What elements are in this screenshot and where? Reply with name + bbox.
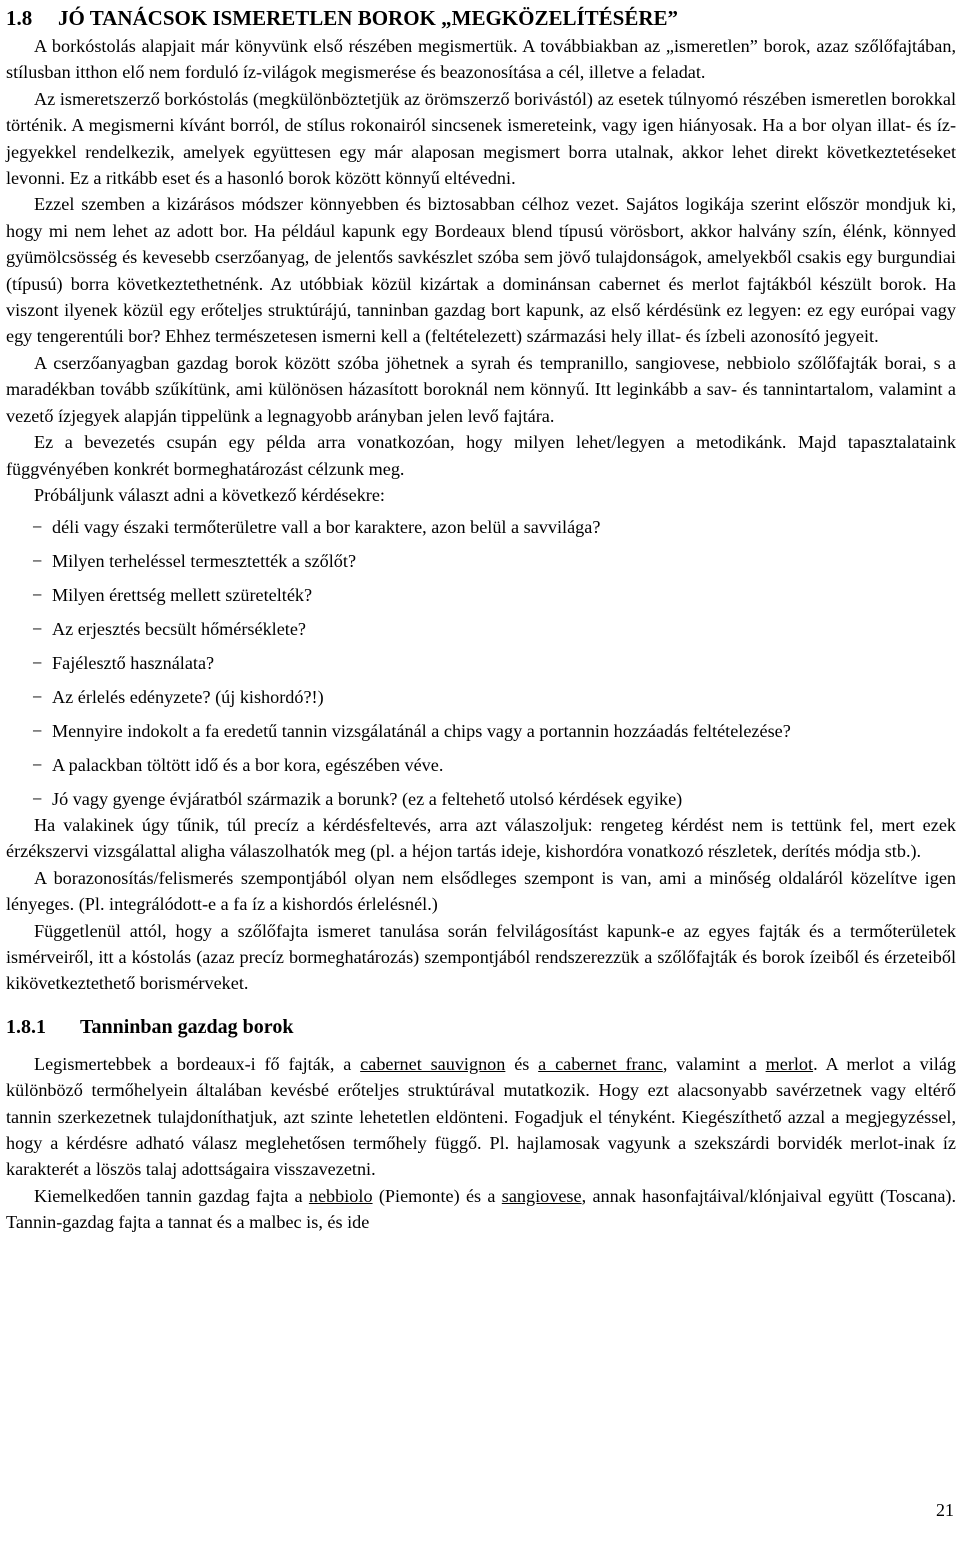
list-item (6, 514, 956, 540)
paragraph (6, 1051, 956, 1183)
dash-bullet: − (32, 517, 43, 538)
grape-link-nebbiolo[interactable]: nebbiolo (308, 1185, 373, 1206)
list-item-text: Mennyire indokolt a fa eredetű tannin vizsgálatánál a chips vagy a portannin hozzáadás feltételezése? (52, 720, 791, 741)
paragraph: Ez a bevezetés csupán egy példa arra vonatkozóan, hogy milyen lehet/legyen a metodikánk. Majd tapasztalataink függvényében konkrét bormeghatározást célzunk meg. (6, 432, 956, 479)
list-item (6, 582, 956, 608)
paragraph: Ha valakinek úgy tűnik, túl precíz a kérdésfeltevés, arra azt válaszoljuk: rengeteg kérdést nem is tettünk fel, mert ezek érzékszervi vizsgálattal aligha válaszolhatók meg (pl. a héjon tartás ideje, kishordóra vonatkozó részletek, derítés módja stb.). (6, 814, 956, 862)
list-item-text: Fajélesztő használata? (52, 652, 215, 673)
list-item (6, 684, 956, 710)
subsection-number: 1.8.1 (6, 1015, 46, 1038)
text-run: és (505, 1053, 539, 1074)
paragraph: Ezzel szemben a kizárásos módszer könnyebben és biztosabban célhoz vezet. Sajátos logikája szerint először mondjuk ki, hogy mi nem lehet az adott bor. Ha például kapunk egy Bordeaux blend típusú vörösbort, akkor halvány szín, élénk, könnyed gyümölcsösség és kevesebb cserzőanyag, de jelentős savkészlet szóba sem jövő tulajdonságok, amelyekből csakis egy burgundiai (típusú) borra következtethetnénk. Az utóbbiak közül kizártak a dominánsan cabernet és merlot fajtákból készült borok. Ha viszont ilyenek közül egy erőteljes struktúrájú, tanninban gazdag bort kapunk, az első kérdésünk ez legyen: ez egy európai vagy egy tengerentúli bor? Ehhez természetesen ismerni kell a (feltételezett) származási hely illat- és ízbeli azonosító jegyeit. (6, 194, 956, 347)
section-heading (6, 0, 956, 33)
question-list (6, 514, 956, 812)
subsection-heading (6, 1013, 956, 1041)
list-item (6, 752, 956, 778)
list-item-text: déli vagy északi termőterületre vall a bor karaktere, azon belül a savvilága? (52, 517, 601, 538)
paragraph: A borazonosítás/felismerés szempontjából olyan nem elsődleges szempont is van, ami a minőség oldaláról közelítve igen lényeges. (Pl. integrálódott-e a fa íz a kishordós érlelésnél.) (6, 867, 956, 915)
dash-bullet: − (32, 754, 43, 775)
dash-bullet: − (32, 551, 43, 572)
dash-bullet: − (32, 585, 43, 606)
page-number: 21 (936, 1500, 954, 1520)
subsection-title: Tanninban gazdag borok (80, 1015, 294, 1038)
list-item-text: Milyen érettség mellett szüretelték? (52, 585, 313, 606)
dash-bullet: − (32, 720, 43, 741)
text-run: (Piemonte) és a (372, 1185, 502, 1206)
text-run: , annak hasonfajtáival/klónjaival együtt (Toscana). Tannin-gazdag fajta a tannat és a malbec is, és ide (6, 1185, 956, 1233)
document-page (6, 0, 956, 1236)
text-run: Legismertebbek a bordeaux-i fő fajták, a (34, 1053, 361, 1074)
text-run: Kiemelkedően tannin gazdag fajta a (34, 1185, 309, 1206)
paragraph: Az ismeretszerző borkóstolás (megkülönböztetjük az örömszerző borivástól) az esetek túlnyomó részében ismeretlen borokkal történik. A megismerni kívánt borról, de stílus rokonairól sincsenek ismereteink, vagy igen hiányosak. Ha a bor olyan illat- és íz-jegyekkel rendelkezik, amelyek együttesen egy már alaposan megismert borra utalnak, akkor lehet direkt következtetéseket levonni. Ez a ritkább eset és a hasonló borok között könnyű eltévedni. (6, 88, 956, 189)
list-item-text: A palackban töltött idő és a bor kora, egészében véve. (52, 754, 444, 775)
paragraph: A borkóstolás alapjait már könyvünk első részében megismertük. A továbbiakban az „ismeretlen” borok, azaz szőlőfajtában, stílusban itthon elő nem forduló íz-világok megismerése és beazonosítása a cél, illetve a feladat. (6, 36, 956, 83)
paragraph (6, 1183, 956, 1236)
paragraph: Függetlenül attól, hogy a szőlőfajta ismeret tanulása során felvilágosítást kapunk-e az egyes fajták és a termőterületek ismérveiről, itt a kóstolás (azaz precíz bormeghatározás) szempontjából rendszerezzük a szőlőfajták és borok ízeiből és érzeteiből kikövetkeztethető borismérveket. (6, 920, 956, 994)
grape-link-merlot[interactable]: merlot (765, 1053, 814, 1074)
list-item (6, 548, 956, 574)
list-item (6, 650, 956, 676)
list-item-text: Az érlelés edényzete? (új kishordó?!) (52, 686, 324, 707)
dash-bullet: − (32, 652, 43, 673)
section-number: 1.8 (6, 6, 33, 30)
text-run: , valamint a (662, 1053, 766, 1074)
list-item-text: Jó vagy gyenge évjáratból származik a borunk? (ez a feltehető utolsó kérdések egyike) (52, 788, 683, 809)
section-title: JÓ TANÁCSOK ISMERETLEN BOROK „MEGKÖZELÍTÉSÉRE” (58, 6, 679, 30)
list-item (6, 786, 956, 812)
text-run: . A merlot a világ különböző termőhelyein általában kevésbé erőteljes struktúrával mutatkozik. Hogy ezt alacsonyabb savérzetnek vagy eltérő tannin szerkezetnek tulajdoníthatjuk, azt szinte lehetetlen eldönteni. Fogadjuk el tényként. Kiegészíthető azzal a megjegyzéssel, hogy a kérdésre adható válasz meglehetősen termőhely függő. Pl. hajlamosak vagyunk a szekszárdi borvidék merlot-inak íz karakterét a löszös talaj adottságaira visszavezetni. (6, 1053, 956, 1180)
grape-link-cabernet-franc[interactable]: a cabernet franc (538, 1053, 663, 1074)
list-item (6, 718, 956, 744)
grape-link-cabernet-sauvignon[interactable]: cabernet sauvignon (360, 1053, 506, 1074)
list-item (6, 616, 956, 642)
paragraph: Próbáljunk választ adni a következő kérdésekre: (34, 484, 385, 505)
dash-bullet: − (32, 788, 43, 809)
list-item-text: Az erjesztés becsült hőmérséklete? (52, 619, 307, 640)
dash-bullet: − (32, 619, 43, 640)
dash-bullet: − (32, 686, 43, 707)
list-item-text: Milyen terheléssel termesztették a szőlőt? (52, 551, 357, 572)
paragraph: A cserzőanyagban gazdag borok között szóba jöhetnek a syrah és tempranillo, sangiovese, nebbiolo szőlőfajták borai, s a maradékban tovább szűkítünk, ami különösen házasított boroknál nem könnyű. Itt leginkább a sav- és tannintartalom, valamint a vezető ízjegyek alapján tippelünk a legnagyobb arányban jelen levő fajtára. (6, 352, 956, 426)
grape-link-sangiovese[interactable]: sangiovese (501, 1185, 582, 1206)
